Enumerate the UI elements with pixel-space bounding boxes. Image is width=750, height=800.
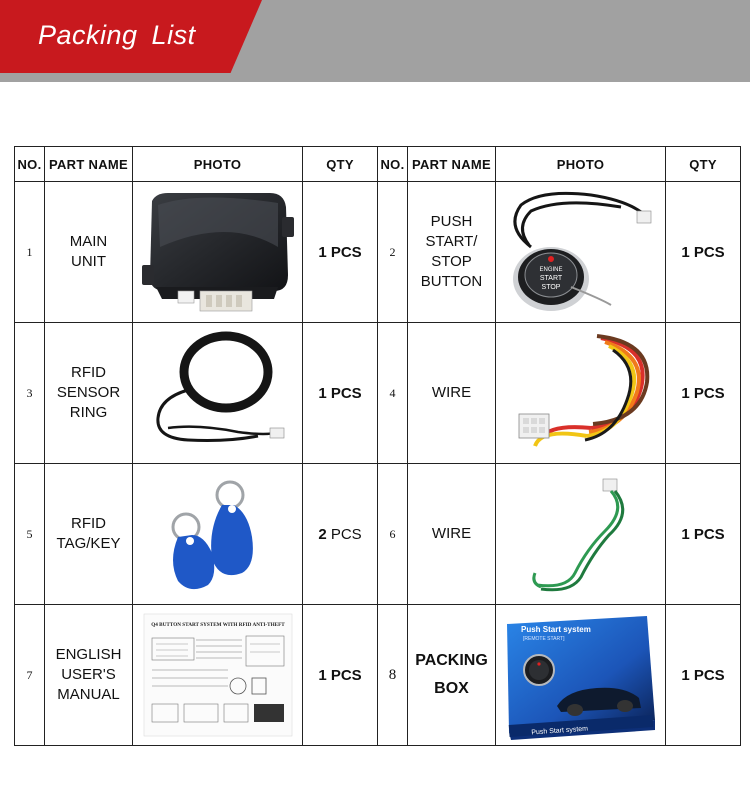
quantity-number: 1 <box>681 666 690 684</box>
quantity-number: 1 <box>681 243 690 261</box>
item-number: 4 <box>378 323 408 464</box>
quantity <box>303 182 378 323</box>
part-name-line: USER'S <box>61 666 116 683</box>
quantity <box>303 323 378 464</box>
part-name-line: SENSOR <box>56 384 121 401</box>
quantity-number: 1 <box>318 666 327 684</box>
quantity-unit: PCS <box>330 525 362 543</box>
button-label-engine: ENGINE <box>538 267 563 273</box>
box-sub-text: [REMOTE START] <box>522 636 564 642</box>
quantity-unit: PCS <box>330 384 362 402</box>
part-name-line: PACKING <box>415 652 488 669</box>
part-name-line: WIRE <box>431 525 472 542</box>
quantity-number: 1 <box>681 525 690 543</box>
part-name-line: PUSH <box>430 213 473 230</box>
part-name <box>408 605 496 746</box>
rfid-tags-photo <box>133 464 303 605</box>
quantity-unit: PCS <box>693 384 725 402</box>
box-photo <box>496 605 666 746</box>
part-name <box>45 323 133 464</box>
quantity <box>666 605 741 746</box>
quantity-unit: PCS <box>330 666 362 684</box>
item-number: 6 <box>378 464 408 605</box>
item-number: 3 <box>15 323 45 464</box>
part-name-line: ENGLISH <box>55 646 122 663</box>
push-button-photo <box>496 182 666 323</box>
part-name-line: RING <box>69 404 108 421</box>
item-number: 1 <box>15 182 45 323</box>
button-label-stop: STOP <box>541 284 560 291</box>
table-row <box>15 605 741 746</box>
item-number: 7 <box>15 605 45 746</box>
part-name-line: MAIN <box>69 233 108 250</box>
table-row <box>15 323 741 464</box>
part-name-line: BOX <box>434 680 469 697</box>
part-name-line: STOP <box>431 253 472 270</box>
packing-list-table <box>14 146 741 746</box>
part-name-line: START/ <box>425 233 478 250</box>
quantity-number: 1 <box>681 384 690 402</box>
table-row <box>15 464 741 605</box>
part-name <box>408 182 496 323</box>
quantity-unit: PCS <box>693 243 725 261</box>
part-name-line: RFID <box>71 364 106 381</box>
part-name <box>45 464 133 605</box>
quantity-number: 2 <box>318 525 327 543</box>
part-name <box>45 182 133 323</box>
quantity <box>303 464 378 605</box>
part-name-line: RFID <box>71 515 106 532</box>
quantity-unit: PCS <box>693 525 725 543</box>
part-name <box>408 464 496 605</box>
quantity-number: 1 <box>318 243 327 261</box>
part-name-line: TAG/KEY <box>56 535 121 552</box>
part-name-line: UNIT <box>71 253 106 270</box>
quantity <box>666 323 741 464</box>
col-header-photo: PHOTO <box>133 147 303 182</box>
table-row <box>15 182 741 323</box>
quantity-unit: PCS <box>693 666 725 684</box>
manual-photo <box>133 605 303 746</box>
quantity <box>666 464 741 605</box>
col-header-no: NO. <box>378 147 408 182</box>
col-header-part-name: PART NAME <box>45 147 133 182</box>
part-name <box>45 605 133 746</box>
box-top-text: Push Start system <box>520 625 591 634</box>
part-name-line: WIRE <box>431 384 472 401</box>
sensor-ring-photo <box>133 323 303 464</box>
col-header-qty: QTY <box>666 147 741 182</box>
part-name-line: MANUAL <box>57 686 120 703</box>
quantity-number: 1 <box>318 384 327 402</box>
part-name <box>408 323 496 464</box>
box-bottom-text: Push Start system <box>530 725 588 737</box>
table-header-row <box>15 147 741 182</box>
quantity <box>303 605 378 746</box>
item-number: 5 <box>15 464 45 605</box>
button-label-start: START <box>539 275 562 282</box>
item-number: 2 <box>378 182 408 323</box>
col-header-no: NO. <box>15 147 45 182</box>
part-name-line: BUTTON <box>420 273 483 290</box>
main-unit-photo <box>133 182 303 323</box>
page-title: Packing List <box>38 20 196 50</box>
col-header-part-name: PART NAME <box>408 147 496 182</box>
manual-title: Q4 BUTTON START SYSTEM WITH RFID ANTI-THEFT <box>150 622 285 628</box>
col-header-photo: PHOTO <box>496 147 666 182</box>
wire-harness-photo <box>496 323 666 464</box>
quantity <box>666 182 741 323</box>
col-header-qty: QTY <box>303 147 378 182</box>
quantity-unit: PCS <box>330 243 362 261</box>
item-number: 8 <box>378 605 408 746</box>
green-wire-photo <box>496 464 666 605</box>
